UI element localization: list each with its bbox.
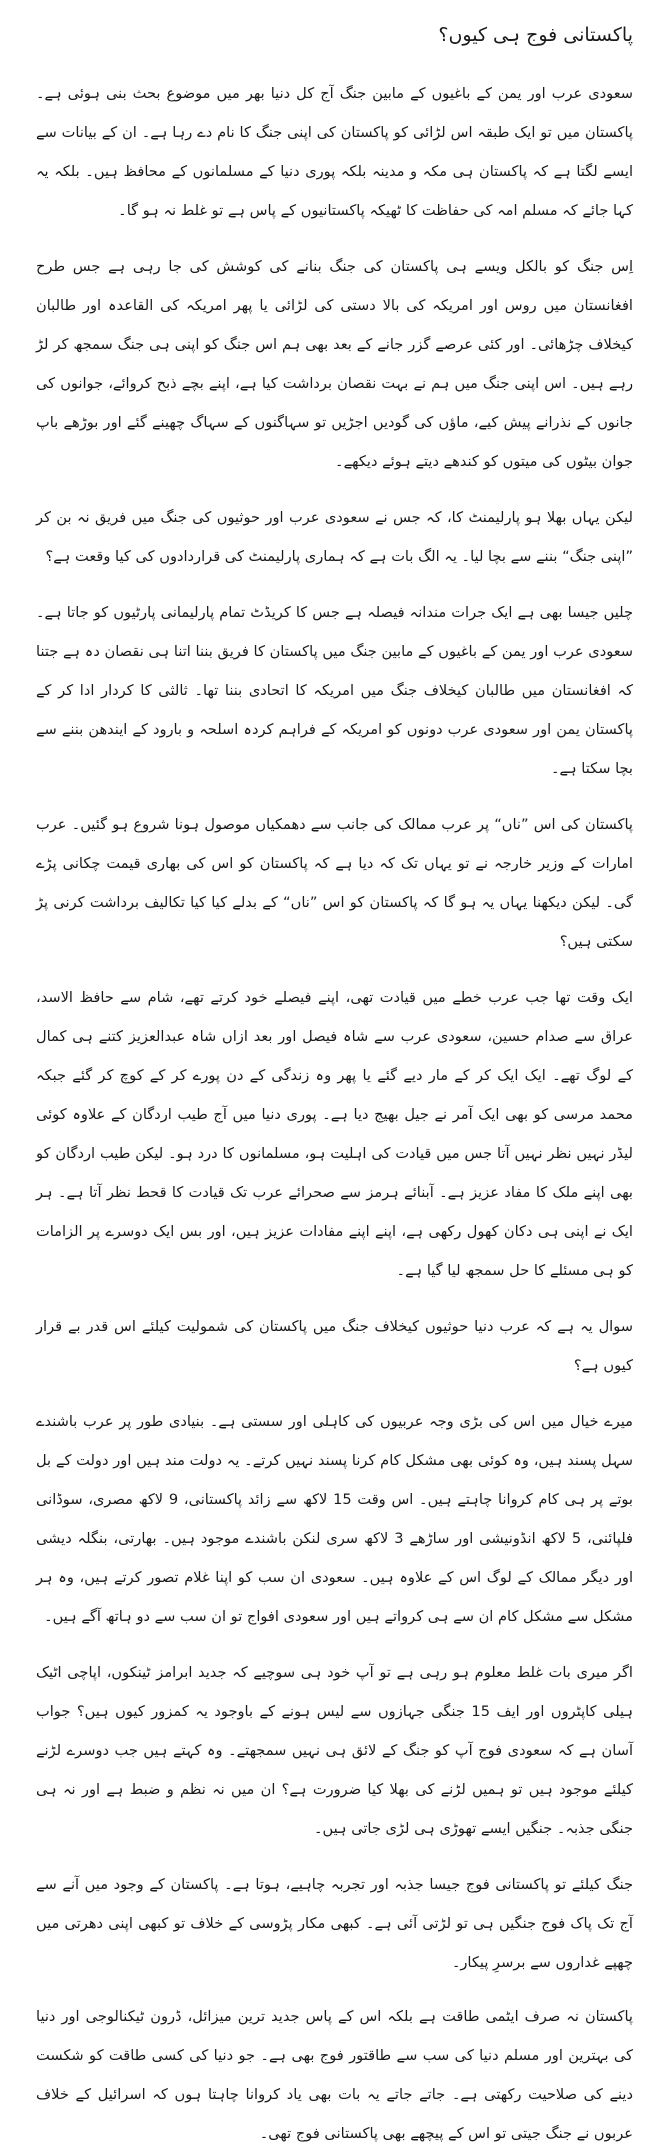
- paragraph: سوال یہ ہے کہ عرب دنیا حوثیوں کیخلاف جنگ میں پاکستان کی شمولیت کیلئے اس قدر بے قرار کیوں ہے؟: [36, 1318, 633, 1374]
- paragraph: لیکن یہاں بھلا ہو پارلیمنٹ کا، کہ جس نے سعودی عرب اور حوثیوں کی جنگ میں فریق نہ بن کر ”اپنی جنگ“ بننے سے بچا لیا۔ یہ الگ بات ہے کہ ہماری پارلیمنٹ کی قراردادوں کی کیا وقعت ہے؟: [36, 509, 633, 565]
- paragraph: جنگ کیلئے تو پاکستانی فوج جیسا جذبہ اور تجربہ چاہیے، ہوتا ہے۔ پاکستان کے وجود میں آنے سے آج تک پاک فوج جنگیں ہی تو لڑتی آئی ہے۔ کبھی مکار پڑوسی کے خلاف تو کبھی اپنی دھرتی میں چھپے غداروں سے برسرِ پیکار۔: [36, 1876, 633, 1971]
- paragraph: پاکستان نہ صرف ایٹمی طاقت ہے بلکہ اس کے پاس جدید ترین میزائل، ڈرون ٹیکنالوجی اور دنیا کی بہترین اور مسلم دنیا کی سب سے طاقتور فوج بھی ہے۔ جو دنیا کی کسی طاقت کو شکست دینے کی صلاحیت رکھتی ہے۔ جاتے جاتے یہ بات بھی یاد کروانا چاہتا ہوں کہ اسرائیل کے خلاف عربوں نے جنگ جیتی تو اس کے پیچھے بھی پاکستانی فوج تھی۔: [36, 2008, 633, 2142]
- paragraph: اِس جنگ کو بالکل ویسے ہی پاکستان کی جنگ بنانے کی کوشش کی جا رہی ہے جس طرح افغانستان میں روس اور امریکہ کی بالا دستی کی لڑائی یا پھر امریکہ کی القاعدہ اور طالبان کیخلاف چڑھائی۔ اور کئی عرصے گزر جانے کے بعد بھی ہم اس جنگ کو اپنی ہی جنگ سمجھ کر لڑ رہے ہیں۔ اس اپنی جنگ میں ہم نے بہت نقصان برداشت کیا ہے، اپنے بچے ذبح کروائے، جوانوں کی جانوں کے نذرانے پیش کیے، ماؤں کی گودیں اجڑیں تو سہاگنوں کے سہاگ چھینے گئے اور بوڑھے باپ جوان بیٹوں کی میتوں کو کندھے دیتے ہوئے دیکھے۔: [36, 258, 633, 470]
- paragraph: سعودی عرب اور یمن کے باغیوں کے مابین جنگ آج کل دنیا بھر میں موضوع بحث بنی ہوئی ہے۔ پاکستان میں تو ایک طبقہ اس لڑائی کو پاکستان کی اپنی جنگ کا نام دے رہا ہے۔ ان کے بیانات سے ایسے لگتا ہے کہ پاکستان ہی مکہ و مدینہ بلکہ پوری دنیا کے مسلمانوں کے محافظ ہیں۔ بلکہ یہ کہا جائے کہ مسلم امہ کی حفاظت کا ٹھیکہ پاکستانیوں کے پاس ہے تو غلط نہ ہو گا۔: [36, 85, 633, 219]
- paragraph: میرے خیال میں اس کی بڑی وجہ عربیوں کی کاہلی اور سستی ہے۔ بنیادی طور پر عرب باشندے سہل پسند ہیں، وہ کوئی بھی مشکل کام کرنا پسند نہیں کرتے۔ یہ دولت مند ہیں اور دولت کے بل بوتے پر ہی کام کروانا چاہتے ہیں۔ اس وقت 15 لاکھ سے زائد پاکستانی، 9 لاکھ مصری، سوڈانی فلپائنی، 5 لاکھ انڈونیشی اور ساڑھے 3 لاکھ سری لنکن باشندے موجود ہیں۔ بھارتی، بنگلہ دیشی اور دیگر ممالک کے لوگ اس کے علاوہ ہیں۔ سعودی ان سب کو اپنا غلام تصور کرتے ہیں، وہ ہر مشکل سے مشکل کام ان سے ہی کرواتے ہیں اور سعودی افواج تو ان سب سے دو ہاتھ آگے ہیں۔: [36, 1413, 634, 1625]
- paragraph: چلیں جیسا بھی ہے ایک جرات مندانہ فیصلہ ہے جس کا کریڈٹ تمام پارلیمانی پارٹیوں کو جاتا ہے۔ سعودی عرب اور یمن کے باغیوں کے مابین جنگ میں پاکستان کا فریق بننا اتنا ہی نقصان دہ ہے جتنا کہ افغانستان میں طالبان کیخلاف جنگ میں امریکہ کا اتحادی بننا تھا۔ ثالثی کا کردار ادا کر کے پاکستان یمن اور سعودی عرب دونوں کو امریکہ کے فراہم کردہ اسلحہ و بارود کے ایندھن بننے سے بچا سکتا ہے۔: [36, 604, 633, 777]
- article-title: پاکستانی فوج ہی کیوں؟: [438, 24, 633, 46]
- paragraph: ایک وقت تھا جب عرب خطے میں قیادت تھی، اپنے فیصلے خود کرتے تھے، شام سے حافظ الاسد، عراق سے صدام حسین، سعودی عرب سے شاہ فیصل اور بعد ازاں شاہ عبدالعزیز کتنے ہی کمال کے لوگ تھے۔ ایک ایک کر کے مار دیے گئے یا پھر وہ زندگی کے دن پورے کر کے کوچ کر گئے جبکہ محمد مرسی کو بھی ایک آمر نے جیل بھیج دیا ہے۔ پوری دنیا میں آج طیب اردگان کے علاوہ کوئی لیڈر نہیں نظر نہیں آتا جس میں قیادت کی اہلیت ہو، مسلمانوں کا درد ہو۔ لیکن طیب اردگان کو بھی اپنے ملک کا مفاد عزیز ہے۔ آبنائے ہرمز سے صحرائے عرب تک قیادت کا قحط نظر آتا ہے۔ ہر ایک نے اپنی ہی دکان کھول رکھی ہے، اپنے اپنے مفادات عزیز ہیں، اور بس ایک دوسرے پر الزامات کو ہی مسئلے کا حل سمجھ لیا گیا ہے۔: [36, 989, 633, 1279]
- paragraph: اگر میری بات غلط معلوم ہو رہی ہے تو آپ خود ہی سوچیے کہ جدید ابرامز ٹینکوں، اپاچی اٹیک ہیلی کاپٹروں اور ایف 15 جنگی جہازوں سے لیس ہونے کے باوجود یہ کمزور کیوں ہیں؟ جواب آسان ہے کہ سعودی فوج آپ کو جنگ کے لائق ہی نہیں سمجھتے۔ وہ کہتے ہیں جب دوسرے لڑنے کیلئے موجود ہیں تو ہمیں لڑنے کی بھلا کیا ضرورت ہے؟ ان میں نہ نظم و ضبط ہے اور نہ ہی جنگی جذبہ۔ جنگیں ایسے تھوڑی ہی لڑی جاتی ہیں۔: [36, 1664, 633, 1837]
- paragraph: پاکستان کی اس ”ناں“ پر عرب ممالک کی جانب سے دھمکیاں موصول ہونا شروع ہو گئیں۔ عرب امارات کے وزیر خارجہ نے تو یہاں تک کہ دیا ہے کہ پاکستان کو اس کی بھاری قیمت چکانی پڑے گی۔ لیکن دیکھنا یہاں یہ ہو گا کہ پاکستان کو اس ”ناں“ کے بدلے کیا کیا تکالیف برداشت کرنی پڑ سکتی ہیں؟: [36, 816, 633, 950]
